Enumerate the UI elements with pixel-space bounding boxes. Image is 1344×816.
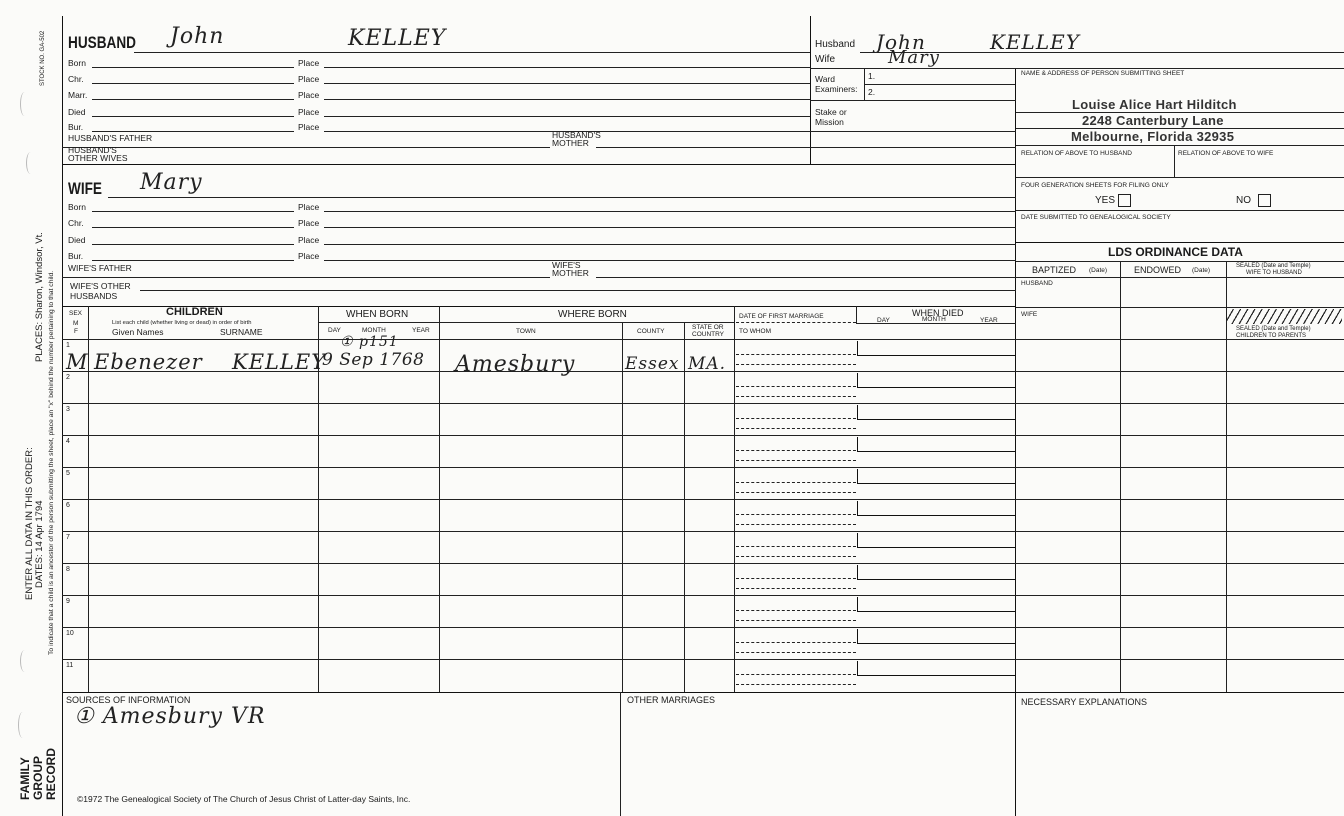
born-year-header: YEAR bbox=[412, 327, 430, 334]
death-date-field[interactable] bbox=[857, 565, 1016, 580]
wife-other-husbands-label-1: WIFE'S OTHER bbox=[70, 281, 131, 291]
form-title-record: RECORD bbox=[44, 747, 58, 800]
husband-header-given[interactable]: John bbox=[876, 30, 926, 54]
when-born-header: WHEN BORN bbox=[346, 309, 409, 320]
examiner-1: 1. bbox=[868, 71, 876, 81]
place-label: Place bbox=[298, 58, 320, 68]
place-label: Place bbox=[298, 235, 320, 245]
wife-died-field[interactable] bbox=[92, 244, 294, 245]
death-date-field[interactable] bbox=[857, 341, 1016, 356]
death-date-field[interactable] bbox=[857, 533, 1016, 548]
born-month-header: MONTH bbox=[362, 327, 386, 334]
child-row-divider bbox=[62, 659, 1344, 660]
chr-label: Chr. bbox=[68, 218, 84, 228]
marr-label: Marr. bbox=[68, 90, 88, 100]
death-date-field[interactable] bbox=[857, 629, 1016, 644]
rule bbox=[864, 84, 1015, 85]
death-date-field[interactable] bbox=[857, 405, 1016, 420]
necessary-explanations-label: NECESSARY EXPLANATIONS bbox=[1021, 697, 1148, 707]
husband-surname[interactable]: KELLEY bbox=[348, 26, 447, 51]
rule bbox=[622, 322, 623, 692]
first-marriage-date-field[interactable] bbox=[736, 482, 856, 483]
child-1-birth-date[interactable]: 9 Sep 1768 bbox=[322, 350, 425, 370]
husband-born-place-field[interactable] bbox=[324, 67, 810, 68]
husband-bur-place-field[interactable] bbox=[324, 131, 1016, 132]
given-names-header: Given Names bbox=[112, 327, 164, 337]
copyright-notice: ©1972 The Genealogical Society of The Church of Jesus Christ of Latter-day Saints, Inc. bbox=[77, 794, 411, 804]
relation-wife-label: RELATION OF ABOVE TO WIFE bbox=[1178, 150, 1274, 157]
husband-mother-field[interactable] bbox=[596, 147, 1016, 148]
submitter-city[interactable]: Melbourne, Florida 32935 bbox=[1071, 129, 1235, 144]
lds-husband-label: HUSBAND bbox=[1021, 280, 1053, 287]
death-date-field[interactable] bbox=[857, 597, 1016, 612]
rule bbox=[1016, 261, 1344, 262]
no-checkbox[interactable] bbox=[1258, 194, 1271, 207]
spouse-name-field[interactable] bbox=[736, 588, 856, 589]
child-row-number: 6 bbox=[66, 502, 70, 509]
spouse-name-field[interactable] bbox=[736, 364, 856, 365]
child-row-number: 11 bbox=[66, 662, 74, 669]
rule bbox=[318, 322, 734, 323]
death-date-field[interactable] bbox=[857, 501, 1016, 516]
ancestor-instruction: To indicate that a child is an ancestor of the person submitting the sheet, place an "x" behind the number pertaining to that child. bbox=[48, 270, 55, 655]
endowed-date-label: (Date) bbox=[1192, 267, 1211, 274]
state-header-2: COUNTRY bbox=[692, 331, 725, 338]
rule bbox=[62, 339, 1344, 340]
first-marriage-date-field[interactable] bbox=[736, 546, 856, 547]
first-marriage-date-field[interactable] bbox=[736, 418, 856, 419]
husband-died-place-field[interactable] bbox=[324, 116, 810, 117]
husband-header-label: Husband bbox=[815, 39, 856, 50]
place-label: Place bbox=[298, 218, 320, 228]
husband-marr-field[interactable] bbox=[92, 99, 294, 100]
sex-f-header: F bbox=[74, 328, 78, 335]
lds-title: LDS ORDINANCE DATA bbox=[1108, 245, 1243, 259]
place-label: Place bbox=[298, 122, 320, 132]
child-row-number: 2 bbox=[66, 374, 70, 381]
first-marriage-date-field[interactable] bbox=[736, 642, 856, 643]
relation-husband-label: RELATION OF ABOVE TO HUSBAND bbox=[1021, 150, 1132, 157]
hatched-cell bbox=[1227, 309, 1342, 324]
sex-m-header: M bbox=[73, 320, 79, 327]
rule bbox=[620, 692, 621, 816]
child-row-number: 9 bbox=[66, 598, 70, 605]
when-died-header: WHEN DIED bbox=[912, 308, 964, 318]
sealed-wife-label-1: SEALED (Date and Temple) bbox=[1236, 263, 1311, 269]
died-label: Died bbox=[68, 235, 86, 245]
rule bbox=[1016, 210, 1344, 211]
ward-label: Ward bbox=[815, 74, 835, 84]
endowed-label: ENDOWED bbox=[1134, 265, 1181, 275]
child-row-number: 1 bbox=[66, 342, 70, 349]
date-submitted-label: DATE SUBMITTED TO GENEALOGICAL SOCIETY bbox=[1021, 214, 1171, 221]
dates-order: DATES: 14 Apr 1794 bbox=[34, 500, 45, 588]
wife-father-field[interactable] bbox=[62, 277, 550, 278]
rule bbox=[856, 306, 857, 324]
first-marriage-header: DATE OF FIRST MARRIAGE bbox=[739, 313, 824, 320]
born-day-header: DAY bbox=[328, 327, 341, 334]
child-row-divider bbox=[62, 595, 1344, 596]
child-row-divider bbox=[62, 467, 1344, 468]
bur-label: Bur. bbox=[68, 251, 84, 261]
child-1-source-note[interactable]: ① p151 bbox=[340, 334, 399, 350]
place-label: Place bbox=[298, 251, 320, 261]
rule bbox=[1016, 307, 1344, 308]
child-row-number: 10 bbox=[66, 630, 74, 637]
first-marriage-date-field[interactable] bbox=[736, 674, 856, 675]
first-marriage-date-field[interactable] bbox=[736, 386, 856, 387]
husband-died-field[interactable] bbox=[92, 116, 294, 117]
wife-header-given[interactable]: Mary bbox=[888, 47, 940, 68]
died-month-header: MONTH bbox=[922, 316, 946, 323]
rule-children-end bbox=[62, 692, 1344, 693]
submitter-label: NAME & ADDRESS OF PERSON SUBMITTING SHEET bbox=[1021, 70, 1185, 77]
child-1-given-name[interactable]: Ebenezer bbox=[94, 350, 203, 374]
spouse-name-field[interactable] bbox=[736, 460, 856, 461]
husband-header-surname[interactable]: KELLEY bbox=[990, 30, 1080, 54]
child-row-divider bbox=[62, 627, 1344, 628]
sources-label: SOURCES OF INFORMATION bbox=[66, 695, 191, 705]
frame-left bbox=[62, 16, 63, 816]
baptized-date-label: (Date) bbox=[1089, 267, 1108, 274]
child-1-state[interactable]: MA. bbox=[688, 354, 727, 374]
other-marriages-label: OTHER MARRIAGES bbox=[627, 695, 716, 705]
rule bbox=[1016, 177, 1344, 178]
yes-checkbox[interactable] bbox=[1118, 194, 1131, 207]
husband-born-field[interactable] bbox=[92, 67, 294, 68]
child-1-county[interactable]: Essex bbox=[625, 354, 680, 374]
spouse-name-field[interactable] bbox=[736, 428, 856, 429]
first-marriage-date-field[interactable] bbox=[736, 514, 856, 515]
wife-bur-field[interactable] bbox=[92, 260, 294, 261]
died-label: Died bbox=[68, 107, 86, 117]
wife-born-field[interactable] bbox=[92, 211, 294, 212]
child-row-divider bbox=[62, 403, 1344, 404]
wife-label: WIFE bbox=[68, 179, 102, 198]
enter-order: ENTER ALL DATA IN THIS ORDER: bbox=[24, 447, 35, 600]
child-row-number: 8 bbox=[66, 566, 70, 573]
wife-born-place-field[interactable] bbox=[324, 211, 1016, 212]
place-label: Place bbox=[298, 90, 320, 100]
first-marriage-date-field[interactable] bbox=[736, 610, 856, 611]
sealed-children-label-2: CHILDREN TO PARENTS bbox=[1236, 333, 1307, 339]
first-marriage-date-field[interactable] bbox=[736, 450, 856, 451]
lds-wife-label: WIFE bbox=[1021, 311, 1038, 318]
children-header: CHILDREN bbox=[166, 306, 223, 318]
child-row-divider bbox=[62, 531, 1344, 532]
rule bbox=[1016, 128, 1344, 129]
punch-hole-mark bbox=[18, 712, 27, 738]
spouse-name-field[interactable] bbox=[736, 396, 856, 397]
state-header-1: STATE OR bbox=[692, 324, 724, 331]
husband-bur-field[interactable] bbox=[92, 131, 294, 132]
death-date-field[interactable] bbox=[857, 469, 1016, 484]
wife-bur-place-field[interactable] bbox=[324, 260, 1016, 261]
child-row-number: 7 bbox=[66, 534, 70, 541]
wife-father-label: WIFE'S FATHER bbox=[68, 263, 132, 273]
wife-mother-label-1: WIFE'S bbox=[552, 260, 581, 270]
place-label: Place bbox=[298, 74, 320, 84]
rule bbox=[810, 68, 1344, 69]
to-whom-header: TO WHOM bbox=[739, 328, 772, 335]
spouse-name-field[interactable] bbox=[736, 492, 856, 493]
child-1-town[interactable]: Amesbury bbox=[455, 352, 576, 377]
place-label: Place bbox=[298, 202, 320, 212]
form-title-family: FAMILY bbox=[18, 757, 32, 800]
death-date-field[interactable] bbox=[857, 661, 1016, 676]
sealed-children-label-1: SEALED (Date and Temple) bbox=[1236, 326, 1311, 332]
where-born-header: WHERE BORN bbox=[558, 309, 627, 320]
wife-other-husbands-field[interactable] bbox=[140, 290, 1016, 291]
yes-label: YES bbox=[1095, 195, 1116, 206]
no-label: NO bbox=[1236, 195, 1251, 206]
places-order: PLACES: Sharon, Windsor, Vt. bbox=[34, 232, 45, 362]
first-marriage-date-field[interactable] bbox=[736, 354, 856, 355]
punch-hole-mark bbox=[26, 152, 35, 174]
child-row-divider bbox=[62, 435, 1344, 436]
husband-other-wives-label-1: HUSBAND'S bbox=[68, 145, 117, 155]
rule bbox=[736, 322, 856, 323]
submitter-street[interactable]: 2248 Canterbury Lane bbox=[1082, 113, 1224, 128]
born-label: Born bbox=[68, 202, 86, 212]
place-label: Place bbox=[298, 107, 320, 117]
husband-label: HUSBAND bbox=[68, 33, 136, 52]
wife-chr-field[interactable] bbox=[92, 227, 294, 228]
rule bbox=[810, 100, 1016, 101]
four-generation-label: FOUR GENERATION SHEETS FOR FILING ONLY bbox=[1021, 182, 1169, 189]
sex-header: SEX bbox=[69, 310, 83, 317]
died-day-header: DAY bbox=[877, 317, 890, 324]
husband-chr-place-field[interactable] bbox=[324, 83, 810, 84]
died-year-header: YEAR bbox=[980, 317, 998, 324]
stake-label: Stake or bbox=[815, 107, 847, 117]
wife-mother-label-2: MOTHER bbox=[552, 268, 589, 278]
husband-father-label: HUSBAND'S FATHER bbox=[68, 133, 153, 143]
child-row-number: 5 bbox=[66, 470, 70, 477]
spouse-name-field[interactable] bbox=[736, 684, 856, 685]
chr-label: Chr. bbox=[68, 74, 84, 84]
wife-mother-field[interactable] bbox=[596, 277, 1016, 278]
frame-header-divider bbox=[810, 16, 811, 164]
rule bbox=[856, 323, 1016, 324]
wife-other-husbands-label-2: HUSBANDS bbox=[70, 291, 118, 301]
first-marriage-date-field[interactable] bbox=[736, 578, 856, 579]
husband-other-wives-label-2: OTHER WIVES bbox=[68, 153, 128, 163]
child-1-sex[interactable]: M bbox=[66, 350, 89, 374]
child-row-divider bbox=[62, 563, 1344, 564]
bur-label: Bur. bbox=[68, 122, 84, 132]
wife-chr-place-field[interactable] bbox=[324, 227, 1016, 228]
spouse-name-field[interactable] bbox=[736, 620, 856, 621]
sealed-wife-label-2: WIFE TO HUSBAND bbox=[1246, 270, 1302, 276]
rule-husband-end bbox=[62, 164, 1016, 165]
husband-mother-label-1: HUSBAND'S bbox=[552, 130, 601, 140]
examiner-2: 2. bbox=[868, 87, 876, 97]
wife-died-place-field[interactable] bbox=[324, 244, 1016, 245]
husband-given-name[interactable]: John bbox=[170, 24, 225, 49]
examiners-label: Examiners: bbox=[815, 84, 858, 94]
mission-label: Mission bbox=[815, 117, 844, 127]
spouse-name-field[interactable] bbox=[736, 556, 856, 557]
spouse-name-field[interactable] bbox=[736, 652, 856, 653]
rule bbox=[1016, 145, 1344, 146]
rule bbox=[1174, 145, 1175, 177]
husband-chr-field[interactable] bbox=[92, 83, 294, 84]
rule bbox=[134, 52, 810, 53]
submitter-name[interactable]: Louise Alice Hart Hilditch bbox=[1072, 97, 1237, 112]
child-1-surname[interactable]: KELLEY bbox=[232, 350, 327, 374]
born-label: Born bbox=[68, 58, 86, 68]
death-date-field[interactable] bbox=[857, 437, 1016, 452]
children-list-note: List each child (whether living or dead) in order of birth bbox=[112, 320, 252, 326]
stock-number: STOCK NO. GA-502 bbox=[40, 30, 46, 86]
rule bbox=[1016, 277, 1344, 278]
husband-marr-place-field[interactable] bbox=[324, 99, 810, 100]
source-entry[interactable]: ① Amesbury VR bbox=[74, 704, 266, 729]
rule bbox=[1016, 112, 1344, 113]
surname-header: SURNAME bbox=[220, 327, 263, 337]
child-row-number: 3 bbox=[66, 406, 70, 413]
husband-mother-label-2: MOTHER bbox=[552, 138, 589, 148]
rule bbox=[1016, 242, 1344, 243]
wife-given-name[interactable]: Mary bbox=[140, 170, 203, 195]
baptized-label: BAPTIZED bbox=[1032, 265, 1077, 275]
wife-header-label: Wife bbox=[815, 54, 835, 65]
county-header: COUNTY bbox=[637, 328, 665, 335]
child-row-divider bbox=[62, 499, 1344, 500]
husband-father-field[interactable] bbox=[62, 147, 550, 148]
spouse-name-field[interactable] bbox=[736, 524, 856, 525]
punch-hole-mark bbox=[20, 650, 29, 672]
form-title-group: GROUP bbox=[31, 755, 45, 800]
rule bbox=[108, 197, 1016, 198]
death-date-field[interactable] bbox=[857, 373, 1016, 388]
rule bbox=[684, 322, 685, 692]
town-header: TOWN bbox=[516, 328, 536, 335]
punch-hole-mark bbox=[20, 92, 29, 116]
child-row-number: 4 bbox=[66, 438, 70, 445]
